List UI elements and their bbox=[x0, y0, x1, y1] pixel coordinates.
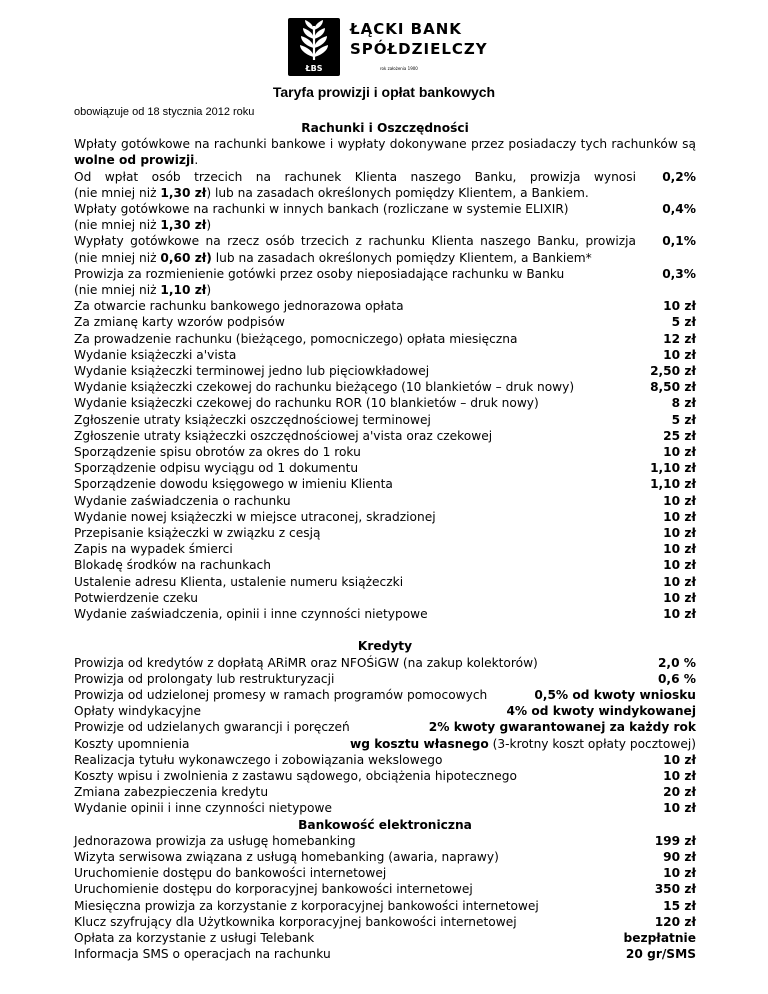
fee-value: bezpłatnie bbox=[623, 930, 696, 945]
fee-row bbox=[74, 525, 696, 541]
ebanking-fee-list bbox=[74, 833, 696, 963]
fee-label: Od wpłat osób trzecich na rachunek Klienta naszego Banku, prowizja wynosi bbox=[74, 169, 636, 184]
fee-value: 10 zł bbox=[663, 347, 696, 362]
fee-note: (nie mniej niż 1,30 zł) lub na zasadach określonych pomiędzy Klientem, a Bankiem. bbox=[74, 185, 589, 200]
fee-label: Za zmianę karty wzorów podpisów bbox=[74, 315, 285, 330]
section-heading-credits: Kredyty bbox=[357, 639, 413, 654]
fee-label: Wpłaty gotówkowe na rachunki w innych bankach (rozliczane w systemie ELIXIR) bbox=[74, 202, 569, 217]
logo-name-line1: ŁĄCKI BANK bbox=[350, 20, 462, 38]
logo-badge-text: ŁBS bbox=[305, 64, 323, 73]
fee-value: 10 zł bbox=[663, 299, 696, 314]
fee-value: 10 zł bbox=[663, 590, 696, 605]
fee-value: 10 zł bbox=[663, 542, 696, 557]
fee-value: 2,50 zł bbox=[650, 364, 696, 379]
fee-label: Opłaty windykacyjne bbox=[74, 704, 201, 719]
fee-row bbox=[74, 541, 696, 557]
fee-label: Za otwarcie rachunku bankowego jednorazowa opłata bbox=[74, 299, 404, 314]
fee-row bbox=[74, 428, 696, 444]
fee-value: 10 zł bbox=[663, 558, 696, 573]
fee-value: 10 zł bbox=[663, 801, 696, 816]
fee-row bbox=[74, 201, 696, 217]
fee-row bbox=[74, 363, 696, 379]
bank-logo bbox=[288, 18, 528, 80]
wheat-logo-icon bbox=[288, 18, 340, 76]
fee-label: Uruchomienie dostępu do bankowości internetowej bbox=[74, 866, 387, 881]
fee-value: 10 zł bbox=[663, 866, 696, 881]
fee-row bbox=[74, 509, 696, 525]
fee-value: 10 zł bbox=[663, 445, 696, 460]
fee-note: (nie mniej niż 1,10 zł) bbox=[74, 283, 212, 298]
fee-label: Koszty upomnienia bbox=[74, 736, 190, 751]
fee-row bbox=[74, 914, 696, 930]
fee-label: Zapis na wypadek śmierci bbox=[74, 542, 233, 557]
fee-label: Miesięczna prowizja za korzystanie z korporacyjnej bankowości internetowej bbox=[74, 898, 539, 913]
fee-label: Opłata za korzystanie z usługi Telebank bbox=[74, 930, 315, 945]
fee-label: Sporządzenie odpisu wyciągu od 1 dokumentu bbox=[74, 461, 359, 476]
fee-row bbox=[74, 946, 696, 962]
fee-row bbox=[74, 395, 696, 411]
fee-label: Wizyta serwisowa związana z usługą homebanking (awaria, naprawy) bbox=[74, 849, 499, 864]
fee-value: 0,2% bbox=[662, 169, 696, 184]
fee-label: Wydanie książeczki czekowej do rachunku bieżącego (10 blankietów – druk nowy) bbox=[74, 380, 575, 395]
fee-label: Wydanie nowej książeczki w miejsce utraconej, skradzionej bbox=[74, 509, 436, 524]
fee-label: Koszty wpisu i zwolnienia z zastawu sądowego, obciążenia hipotecznego bbox=[74, 768, 517, 783]
section-heading-ebanking: Bankowość elektroniczna bbox=[298, 817, 472, 832]
fee-value: 0,4% bbox=[662, 202, 696, 217]
fee-row bbox=[74, 930, 696, 946]
fee-value: 1,10 zł bbox=[650, 477, 696, 492]
fee-value: 10 zł bbox=[663, 607, 696, 622]
fee-label: Potwierdzenie czeku bbox=[74, 590, 198, 605]
fee-value: 5 zł bbox=[671, 412, 696, 427]
fee-label: Ustalenie adresu Klienta, ustalenie numeru książeczki bbox=[74, 574, 404, 589]
page-title: Taryfa prowizji i opłat bankowych bbox=[272, 84, 496, 100]
fee-label: Sporządzenie spisu obrotów za okres do 1 roku bbox=[74, 445, 361, 460]
fee-value: 10 zł bbox=[663, 493, 696, 508]
fee-value: 5 zł bbox=[671, 315, 696, 330]
fee-label: Wydanie książeczki a'vista bbox=[74, 347, 237, 362]
fee-row bbox=[74, 784, 696, 800]
fee-row bbox=[74, 233, 696, 249]
fee-value: 20 gr/SMS bbox=[625, 947, 696, 962]
fee-row bbox=[74, 800, 696, 816]
fee-row bbox=[74, 444, 696, 460]
fee-label: Wypłaty gotówkowe na rzecz osób trzecich z rachunku Klienta naszego Banku, prowizja bbox=[74, 234, 636, 249]
fee-row bbox=[74, 412, 696, 428]
fee-value: 90 zł bbox=[663, 849, 696, 864]
fee-note: (nie mniej niż 0,60 zł) lub na zasadach określonych pomiędzy Klientem, a Bankiem* bbox=[74, 250, 592, 265]
fee-value: 0,3% bbox=[662, 266, 696, 281]
accounts-intro: Wpłaty gotówkowe na rachunki bankowe i wypłaty dokonywane przez posiadaczy tych rachunków są wolne od prowizji. bbox=[74, 137, 696, 168]
fee-row bbox=[74, 476, 696, 492]
fee-value: 4% od kwoty windykowanej bbox=[506, 704, 696, 719]
fee-label: Informacja SMS o operacjach na rachunku bbox=[74, 947, 331, 962]
logo-founded: rok założenia 1900 bbox=[380, 66, 418, 71]
fee-row bbox=[74, 687, 696, 703]
fee-label: Wydanie zaświadczenia, opinii i inne czynności nietypowe bbox=[74, 607, 428, 622]
fee-value: 10 zł bbox=[663, 768, 696, 783]
fee-row bbox=[74, 865, 696, 881]
fee-value: 120 zł bbox=[654, 914, 696, 929]
fee-value: 25 zł bbox=[663, 428, 696, 443]
fee-row bbox=[74, 266, 696, 282]
fee-row bbox=[74, 347, 696, 363]
fee-row bbox=[74, 379, 696, 395]
tariff-content bbox=[74, 120, 696, 962]
fee-value: wg kosztu własnego (3-krotny koszt opłaty pocztowej) bbox=[349, 736, 696, 751]
fee-value: 10 zł bbox=[663, 509, 696, 524]
fee-row bbox=[74, 460, 696, 476]
fee-row-koszty-upomnienia bbox=[74, 736, 696, 752]
fee-label: Wydanie książeczki terminowej jedno lub pięciowkładowej bbox=[74, 364, 430, 379]
fee-label: Uruchomienie dostępu do korporacyjnej bankowości internetowej bbox=[74, 882, 473, 897]
fee-value: 8,50 zł bbox=[650, 380, 696, 395]
fee-value: 199 zł bbox=[654, 833, 696, 848]
fee-row bbox=[74, 574, 696, 590]
fee-label: Za prowadzenie rachunku (bieżącego, pomocniczego) opłata miesięczna bbox=[74, 331, 518, 346]
credits-fee-list bbox=[74, 655, 696, 736]
fee-value: 0,5% od kwoty wniosku bbox=[534, 687, 696, 702]
fee-label: Zgłoszenie utraty książeczki oszczędnościowej a'vista oraz czekowej bbox=[74, 428, 493, 443]
fee-row bbox=[74, 898, 696, 914]
effective-date: obowiązuje od 18 stycznia 2012 roku bbox=[74, 106, 255, 118]
fee-value: 1,10 zł bbox=[650, 461, 696, 476]
fee-row bbox=[74, 606, 696, 622]
fee-value: 8 zł bbox=[671, 396, 696, 411]
fee-label: Realizacja tytułu wykonawczego i zobowiązania wekslowego bbox=[74, 752, 443, 767]
fee-label: Wydanie zaświadczenia o rachunku bbox=[74, 493, 291, 508]
fee-row bbox=[74, 331, 696, 347]
fee-row bbox=[74, 719, 696, 735]
fee-value: 20 zł bbox=[663, 785, 696, 800]
fee-value: 12 zł bbox=[663, 331, 696, 346]
logo-name-line2: SPÓŁDZIELCZY bbox=[350, 40, 488, 58]
fee-row bbox=[74, 671, 696, 687]
fee-label: Prowizja od kredytów z dopłatą ARiMR oraz NFOŚiGW (na zakup kolektorów) bbox=[74, 655, 538, 670]
fee-label: Klucz szyfrujący dla Użytkownika korporacyjnej bankowości internetowej bbox=[74, 914, 517, 929]
fee-value: 10 zł bbox=[663, 526, 696, 541]
accounts-fee-list bbox=[74, 298, 696, 622]
fee-label: Prowizja od prolongaty lub restrukturyzacji bbox=[74, 671, 335, 686]
fee-row bbox=[74, 768, 696, 784]
fee-label: Przepisanie książeczki w związku z cesją bbox=[74, 526, 321, 541]
fee-value: 0,6 % bbox=[657, 671, 696, 686]
fee-row bbox=[74, 833, 696, 849]
fee-value: 350 zł bbox=[654, 882, 696, 897]
fee-row bbox=[74, 752, 696, 768]
fee-label: Wydanie opinii i inne czynności nietypowe bbox=[74, 801, 332, 816]
fee-row bbox=[74, 590, 696, 606]
fee-value: 2% kwoty gwarantowanej za każdy rok bbox=[428, 720, 696, 735]
fee-row bbox=[74, 169, 696, 185]
fee-value: 15 zł bbox=[663, 898, 696, 913]
fee-value: 2,0 % bbox=[657, 655, 696, 670]
fee-row bbox=[74, 557, 696, 573]
fee-value: 10 zł bbox=[663, 574, 696, 589]
fee-label: Prowizja od udzielonej promesy w ramach programów pomocowych bbox=[74, 687, 488, 702]
fee-row bbox=[74, 314, 696, 330]
fee-row bbox=[74, 703, 696, 719]
fee-label: Prowizje od udzielanych gwarancji i poręczeń bbox=[74, 720, 350, 735]
fee-row bbox=[74, 849, 696, 865]
fee-label: Zgłoszenie utraty książeczki oszczędnościowej terminowej bbox=[74, 412, 431, 427]
fee-note: (nie mniej niż 1,30 zł) bbox=[74, 218, 212, 233]
fee-label: Jednorazowa prowizja za usługę homebanking bbox=[74, 833, 356, 848]
fee-row bbox=[74, 655, 696, 671]
fee-row bbox=[74, 881, 696, 897]
fee-value: 10 zł bbox=[663, 752, 696, 767]
fee-label: Zmiana zabezpieczenia kredytu bbox=[74, 785, 269, 800]
fee-label: Blokadę środków na rachunkach bbox=[74, 558, 271, 573]
fee-label: Sporządzenie dowodu księgowego w imieniu Klienta bbox=[74, 477, 393, 492]
fee-label: Wydanie książeczki czekowej do rachunku ROR (10 blankietów – druk nowy) bbox=[74, 396, 539, 411]
fee-row bbox=[74, 298, 696, 314]
credits-fee-list-2 bbox=[74, 752, 696, 817]
fee-row bbox=[74, 493, 696, 509]
section-heading-accounts: Rachunki i Oszczędności bbox=[301, 121, 469, 135]
fee-value: 0,1% bbox=[662, 234, 696, 249]
fee-label: Prowizja za rozmienienie gotówki przez osoby nieposiadające rachunku w Banku bbox=[74, 266, 565, 281]
